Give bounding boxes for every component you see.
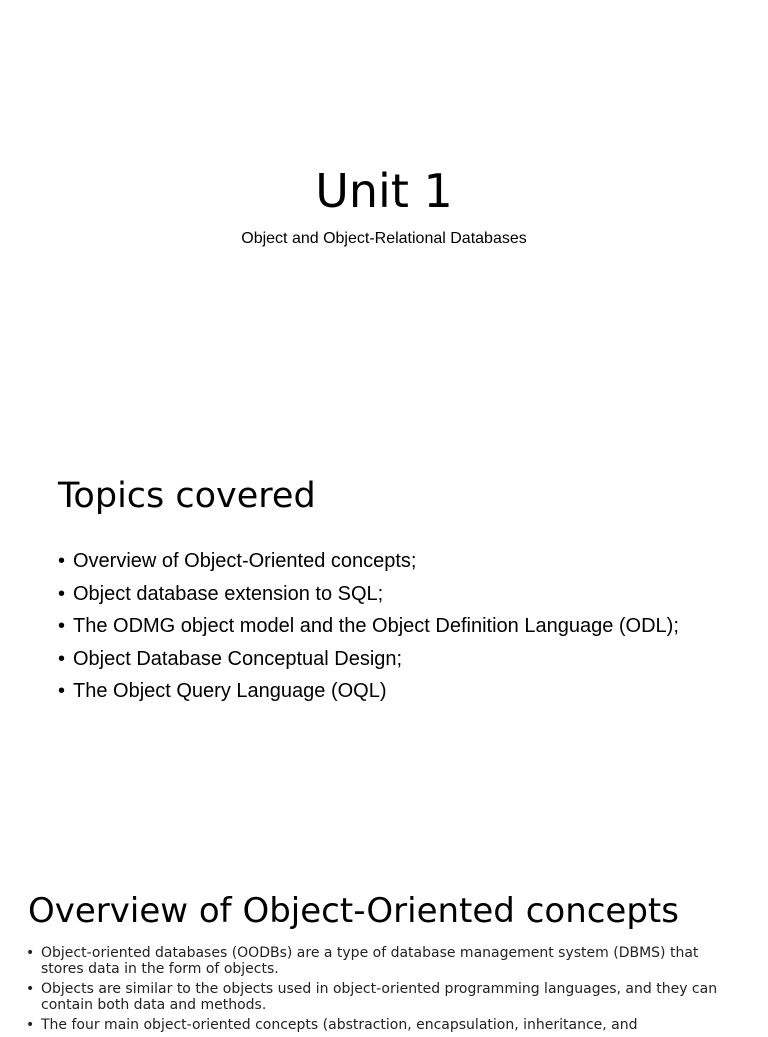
list-item-text: The four main object-oriented concepts (abstraction, encapsulation, inheritance, and	[41, 1017, 638, 1033]
bullet: •	[58, 615, 66, 637]
list-item-text: Object-oriented databases (OODBs) are a type of database management system (DBMS) that stores data in the form of objects.	[41, 945, 699, 977]
list-item-text: Object database extension to SQL;	[73, 582, 384, 605]
slide-title: Topics covered	[58, 476, 316, 516]
slide-title: Overview of Object-Oriented concepts	[28, 891, 679, 931]
list-item	[26, 1017, 738, 1033]
bullet: •	[26, 1017, 35, 1033]
bullet: •	[58, 550, 66, 572]
list-item-text: The Object Query Language (OQL)	[73, 680, 387, 702]
bullet: •	[26, 945, 35, 961]
slide-subtitle: Object and Object-Relational Databases	[241, 230, 527, 247]
list-item-text: Overview of Object-Oriented concepts;	[73, 550, 417, 572]
topics-slide	[0, 432, 768, 864]
list-item-text: The ODMG object model and the Object Definition Language (ODL);	[73, 615, 679, 637]
list-item	[58, 578, 679, 611]
list-item	[58, 675, 679, 708]
list-item	[26, 945, 738, 977]
slide-title: Unit 1	[315, 164, 453, 218]
overview-list	[26, 945, 738, 1037]
title-slide	[0, 0, 768, 432]
list-item	[58, 545, 679, 578]
list-item	[58, 643, 679, 676]
list-item	[58, 610, 679, 643]
bullet: •	[58, 647, 66, 670]
bullet: •	[58, 680, 66, 702]
bullet: •	[26, 981, 35, 997]
topics-list	[58, 545, 679, 708]
list-item-text: Objects are similar to the objects used in object-oriented programming languages, and they can contain both data and methods.	[41, 981, 718, 1013]
list-item	[26, 981, 738, 1013]
overview-slide	[0, 864, 768, 1033]
bullet: •	[58, 582, 66, 605]
list-item-text: Object Database Conceptual Design;	[73, 647, 403, 670]
